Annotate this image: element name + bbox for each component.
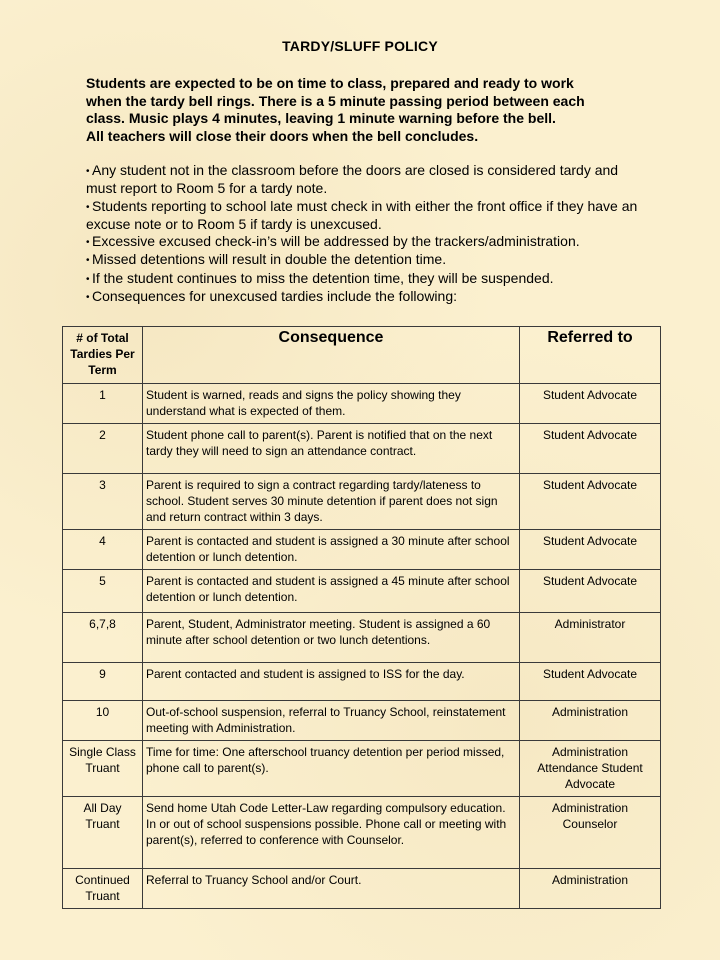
bullet-item: • Excessive excused check-in’s will be addressed by the trackers/administration. — [86, 233, 646, 251]
referred-to-cell: Student Advocate — [520, 570, 661, 613]
referred-to-cell: Student Advocate — [520, 663, 661, 701]
intro-line: class. Music plays 4 minutes, leaving 1 minute warning before the bell. — [86, 110, 556, 126]
bullet-icon: • — [86, 201, 90, 213]
intro-line: when the tardy bell rings. There is a 5 minute passing period between each — [86, 92, 585, 109]
tardy-count-cell: All Day Truant — [63, 797, 143, 869]
table-row — [63, 741, 661, 797]
consequence-cell: Parent is required to sign a contract regarding tardy/lateness to school. Student serves 30 minute detention if parent does not sign and return contract within 3 days. — [143, 474, 520, 530]
referred-to-cell: Student Advocate — [520, 530, 661, 570]
table-header-row — [63, 327, 661, 384]
table-row — [63, 663, 661, 701]
referred-to-cell: Administration — [520, 869, 661, 909]
bullet-icon: • — [86, 273, 90, 285]
tardy-count-cell: 5 — [63, 570, 143, 613]
consequence-cell: Student is warned, reads and signs the policy showing they understand what is expected of them. — [143, 384, 520, 424]
table-row — [63, 613, 661, 663]
bullet-icon: • — [86, 237, 90, 249]
referred-to-cell: Student Advocate — [520, 424, 661, 474]
intro-paragraph — [86, 75, 646, 145]
consequence-cell: Parent is contacted and student is assigned a 45 minute after school detention or lunch detention. — [143, 570, 520, 613]
consequence-cell: Send home Utah Code Letter-Law regarding compulsory education. In or out of school suspensions possible. Phone call or meeting with parent(s), referred to conference with Counselor. — [143, 797, 520, 869]
referred-to-cell: Student Advocate — [520, 384, 661, 424]
consequence-cell: Time for time: One afterschool truancy detention per period missed, phone call to parent(s). — [143, 741, 520, 797]
header-consequence: Consequence — [143, 327, 520, 384]
tardy-count-cell: 9 — [63, 663, 143, 701]
consequence-cell: Parent contacted and student is assigned to ISS for the day. — [143, 663, 520, 701]
bullet-item: • Students reporting to school late must check in with either the front office if they have an excuse note or to Room 5 if tardy is unexcused. — [86, 197, 638, 232]
tardy-count-cell: 1 — [63, 384, 143, 424]
consequence-cell: Student phone call to parent(s). Parent is notified that on the next tardy they will need to sign an attendance contract. — [143, 424, 520, 474]
consequence-cell: Parent is contacted and student is assigned a 30 minute after school detention or lunch detention. — [143, 530, 520, 570]
tardy-count-cell: 2 — [63, 424, 143, 474]
header-referred-to: Referred to — [520, 327, 661, 384]
bullet-item: • Consequences for unexcused tardies include the following: — [86, 288, 646, 306]
bullet-item: • If the student continues to miss the detention time, they will be suspended. — [86, 270, 646, 288]
table-row — [63, 424, 661, 474]
bullet-icon: • — [86, 292, 90, 304]
consequence-cell: Referral to Truancy School and/or Court. — [143, 869, 520, 909]
consequence-table — [62, 326, 661, 909]
policy-bullet-list — [86, 162, 646, 306]
table-row — [63, 701, 661, 741]
bullet-icon: • — [86, 166, 90, 177]
table-row — [63, 570, 661, 613]
intro-line: All teachers will close their doors when the bell concludes. — [86, 127, 479, 144]
referred-to-cell: Administration Attendance Student Advocate — [520, 741, 661, 797]
tardy-count-cell: 3 — [63, 474, 143, 530]
tardy-count-cell: 6,7,8 — [63, 613, 143, 663]
referred-to-cell: Administration — [520, 701, 661, 741]
intro-line: Students are expected to be on time to class, prepared and ready to work — [86, 75, 574, 91]
tardy-count-cell: Single Class Truant — [63, 741, 143, 797]
bullet-icon: • — [86, 255, 90, 267]
referred-to-cell: Administrator — [520, 613, 661, 663]
tardy-count-cell: 4 — [63, 530, 143, 570]
table-row — [63, 474, 661, 530]
tardy-count-cell: 10 — [63, 701, 143, 741]
page-title: TARDY/SLUFF POLICY — [282, 38, 438, 54]
table-row — [63, 530, 661, 570]
consequence-cell: Parent, Student, Administrator meeting. Student is assigned a 60 minute after school detention or two lunch detentions. — [143, 613, 520, 663]
referred-to-cell: Student Advocate — [520, 474, 661, 530]
table-row — [63, 869, 661, 909]
tardy-count-cell: Continued Truant — [63, 869, 143, 909]
consequence-cell: Out-of-school suspension, referral to Truancy School, reinstatement meeting with Administration. — [143, 701, 520, 741]
bullet-item: • Missed detentions will result in double the detention time. — [86, 251, 646, 269]
table-row — [63, 797, 661, 869]
bullet-item: • Any student not in the classroom before the doors are closed is considered tardy and must report to Room 5 for a tardy note. — [86, 162, 619, 197]
header-tardy-count: # of Total Tardies Per Term — [63, 327, 143, 384]
referred-to-cell: Administration Counselor — [520, 797, 661, 869]
table-row — [63, 384, 661, 424]
